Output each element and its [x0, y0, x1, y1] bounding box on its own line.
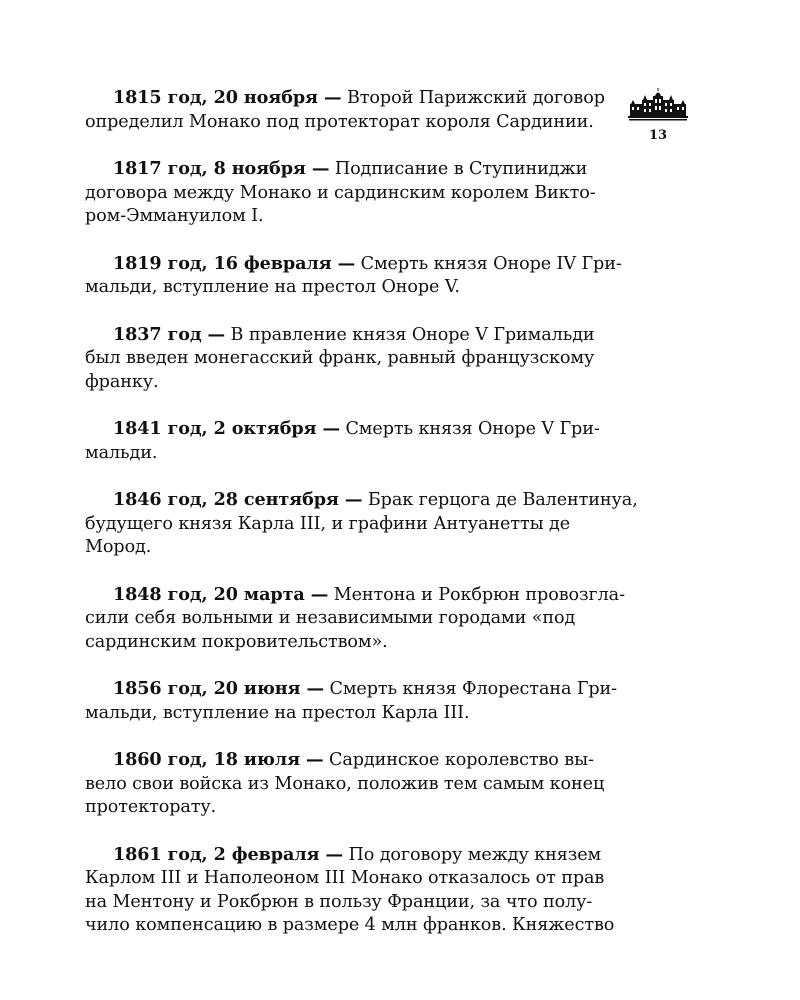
- entry-text: ром-Эммануилом I.: [85, 206, 264, 226]
- entry-line: [85, 252, 622, 277]
- chronology-entry: [85, 843, 615, 938]
- chronology-entry: [85, 157, 607, 229]
- entry-text: сардинским покровительством».: [85, 631, 388, 652]
- chronology-entry: [85, 488, 638, 560]
- chronology-text: [85, 86, 638, 961]
- entry-date: 1860 год, 18 июля —: [113, 749, 324, 770]
- entry-text: В правление князя Оноре V Гримальди: [225, 324, 595, 345]
- entry-line: [85, 891, 607, 915]
- entry-text: определил Монако под протекторат короля Сардинии.: [85, 111, 594, 132]
- entry-line: [85, 417, 607, 442]
- entry-line: [85, 631, 607, 655]
- entry-date: 1819 год, 16 февраля —: [113, 252, 356, 274]
- entry-text: Ментона и Рокбрюн провозгла-: [328, 584, 625, 605]
- entry-line: [85, 182, 607, 206]
- entry-text: будущего князя Карла III, и графини Антуанетты де: [85, 513, 571, 534]
- entry-line: [85, 914, 615, 938]
- entry-date: 1861 год, 2 февраля —: [113, 843, 343, 865]
- entry-line: [85, 157, 607, 182]
- entry-line: [85, 702, 607, 726]
- entry-text: Сардинское королевство вы-: [323, 750, 594, 770]
- entry-text: был введен монегасский франк, равный французскому: [85, 348, 595, 368]
- entry-text: Второй Парижский договор: [341, 88, 605, 108]
- entry-text: мальди, вступление на престол Оноре V.: [85, 277, 460, 297]
- entry-line: [85, 513, 607, 537]
- entry-line: [85, 276, 607, 300]
- entry-text: Карлом III и Наполеоном III Монако отказалось от прав: [85, 868, 605, 888]
- page-number: 13: [648, 128, 668, 143]
- entry-date: 1848 год, 20 марта —: [113, 583, 329, 605]
- entry-line: [85, 583, 625, 608]
- entry-text: Мород.: [85, 537, 152, 557]
- entry-text: мальди, вступление на престол Карла III.: [85, 702, 470, 723]
- entry-text: протекторату.: [85, 797, 217, 817]
- entry-line: [85, 773, 607, 797]
- chronology-entry: [85, 252, 622, 300]
- entry-line: [85, 86, 607, 111]
- entry-text: Смерть князя Оноре IV Гри-: [355, 253, 622, 274]
- chronology-entry: [85, 417, 607, 465]
- entry-date: 1856 год, 20 июня —: [113, 678, 324, 699]
- chronology-entry: [85, 748, 607, 820]
- entry-date: 1841 год, 2 октября —: [113, 418, 340, 439]
- entry-line: [85, 867, 607, 891]
- entry-text: Смерть князя Флорестана Гри-: [323, 679, 618, 699]
- entry-line: [85, 488, 638, 513]
- entry-text: на Ментону и Рокбрюн в пользу Франции, за что полу-: [85, 891, 593, 912]
- chronology-entry: [85, 86, 607, 134]
- entry-line: [85, 442, 607, 466]
- entry-line: [85, 111, 607, 135]
- entry-text: чило компенсацию в размере 4 млн франков. Княжество: [85, 915, 615, 935]
- entry-date: 1815 год, 20 ноября —: [113, 87, 342, 108]
- chronology-entry: [85, 583, 625, 655]
- entry-line: [85, 796, 607, 820]
- entry-line: [85, 536, 607, 560]
- entry-text: сили себя вольными и независимыми городами «под: [85, 608, 576, 628]
- entry-text: По договору между князем: [342, 844, 602, 865]
- entry-date: 1817 год, 8 ноября —: [113, 158, 330, 179]
- entry-line: [85, 607, 607, 631]
- entry-line: [85, 323, 607, 348]
- chronology-entry: [85, 677, 618, 725]
- entry-line: [85, 677, 618, 702]
- entry-line: [85, 205, 607, 229]
- entry-date: 1837 год —: [113, 323, 226, 345]
- entry-line: [85, 843, 607, 868]
- entry-line: [85, 748, 607, 773]
- entry-text: франку.: [85, 371, 159, 392]
- entry-text: Смерть князя Оноре V Гри-: [339, 419, 600, 439]
- entry-date: 1846 год, 28 сентября —: [113, 489, 363, 510]
- entry-line: [85, 347, 607, 371]
- entry-text: Брак герцога де Валентинуа,: [362, 490, 638, 510]
- entry-line: [85, 371, 607, 395]
- palace-icon: [628, 88, 688, 122]
- entry-text: вело свои войска из Монако, положив тем самым конец: [85, 773, 605, 794]
- entry-text: мальди.: [85, 442, 158, 463]
- entry-text: Подписание в Ступиниджи: [329, 159, 588, 179]
- entry-text: договора между Монако и сардинским королем Викто-: [85, 182, 596, 203]
- chronology-entry: [85, 323, 607, 395]
